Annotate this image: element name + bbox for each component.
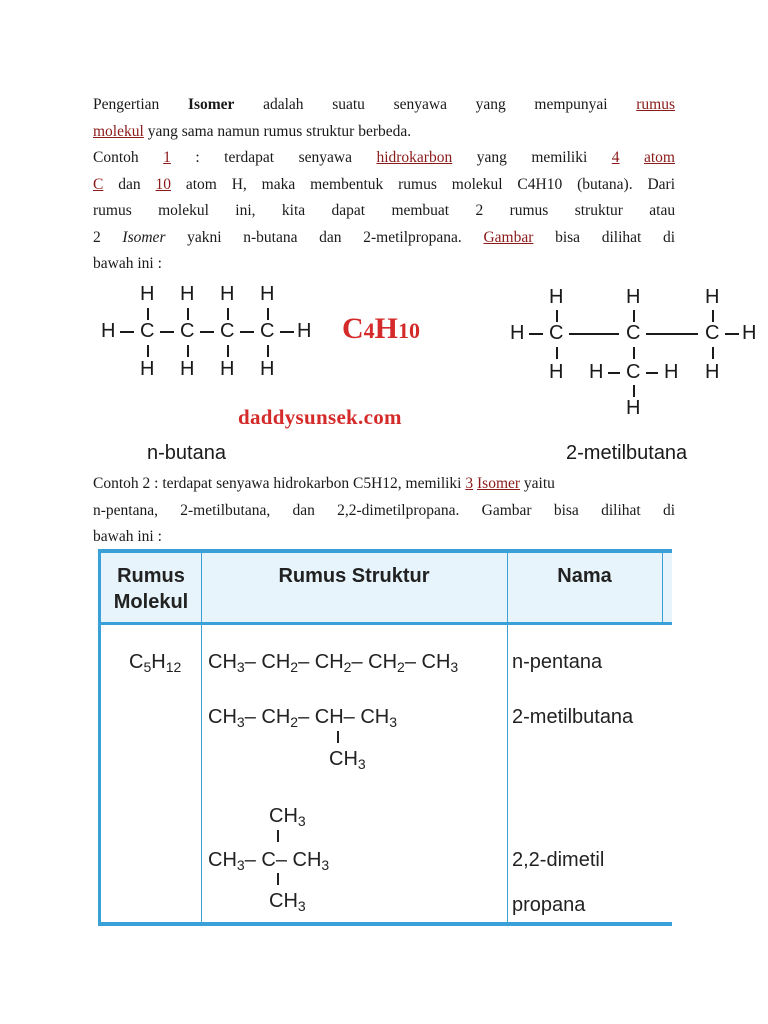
word: Contoh 2 : terdapat senyawa hidrokarbon C5H12, memiliki — [93, 475, 462, 492]
word: adalah — [263, 96, 304, 113]
bond — [529, 333, 543, 335]
column-divider — [507, 553, 508, 922]
word: 3 — [297, 813, 306, 829]
word: CH — [314, 706, 344, 728]
atom-h: H — [626, 286, 641, 308]
atom-h: H — [589, 361, 604, 383]
word: 5 — [143, 659, 152, 675]
word: bisa — [555, 228, 581, 246]
link-molekul[interactable]: molekul — [93, 122, 144, 140]
atom-c: C — [549, 322, 564, 344]
atom-h: H — [549, 286, 564, 308]
word: H — [151, 651, 166, 673]
word: yaitu — [523, 475, 555, 492]
word: CH — [368, 651, 398, 673]
word: CH — [314, 651, 344, 673]
atom-c: C — [260, 320, 275, 342]
atom-h: H — [260, 358, 275, 380]
bond — [712, 310, 714, 322]
word: CH — [421, 651, 451, 673]
word: CH — [208, 849, 237, 871]
formula-c5h12 — [129, 651, 181, 675]
word: dan — [292, 501, 315, 519]
header-rumus-molekul — [101, 563, 201, 615]
word: – — [404, 651, 416, 673]
name-2-metilbutana: 2-metilbutana — [512, 706, 634, 728]
intro-paragraph — [93, 92, 675, 145]
atom-c: C — [626, 361, 641, 383]
word: di — [662, 501, 676, 519]
column-divider — [662, 553, 663, 625]
word: Molekul — [113, 591, 189, 613]
word: CH — [208, 706, 237, 728]
atom-h: H — [705, 361, 720, 383]
word: CH — [261, 651, 291, 673]
word: 2 — [290, 659, 299, 675]
atom-h: H — [705, 286, 720, 308]
link-hidrokarbon[interactable]: hidrokarbon — [376, 149, 453, 166]
bond — [120, 331, 134, 333]
word: 3 — [236, 659, 245, 675]
word: – — [343, 706, 355, 728]
bond — [147, 308, 149, 320]
word: atau — [649, 202, 676, 219]
word: Rumus — [117, 565, 185, 587]
name-n-pentana: n-pentana — [512, 651, 603, 673]
word: CH — [208, 651, 237, 673]
methyl-branch — [329, 748, 366, 772]
structure-2-metilbutana — [208, 706, 397, 730]
atom-c: C — [705, 322, 720, 344]
word: – — [244, 849, 256, 871]
bond — [646, 333, 698, 335]
atom-h: H — [297, 320, 312, 342]
atom-h: H — [140, 358, 155, 380]
word: CH — [360, 706, 390, 728]
word: dan — [319, 228, 342, 246]
contoh1-line-4 — [93, 225, 675, 252]
word: 2-metilpropana. — [363, 228, 462, 246]
caption-n-butana: n-butana — [147, 442, 226, 464]
bond — [147, 345, 149, 357]
link-rumus[interactable]: rumus — [636, 96, 676, 113]
bond — [712, 347, 714, 359]
word: 3 — [236, 857, 245, 873]
word: 3 — [450, 659, 459, 675]
atom-h: H — [626, 397, 641, 419]
header-nama: Nama — [557, 565, 612, 587]
word: kita — [281, 202, 306, 219]
word: 2 — [475, 202, 484, 219]
bond — [608, 372, 620, 374]
bond — [267, 345, 269, 357]
word: – — [298, 651, 310, 673]
word: 3 — [297, 898, 306, 914]
isomer-italic: Isomer — [122, 228, 166, 246]
atom-h: H — [140, 283, 155, 305]
contoh2-line-1 — [93, 471, 675, 498]
atom-h: H — [664, 361, 679, 383]
word: 12 — [165, 659, 182, 675]
word: dan — [118, 175, 141, 193]
word: n-pentana, — [93, 501, 158, 519]
contoh2-line-3: bawah ini : — [93, 528, 162, 545]
word: terdapat — [224, 149, 275, 166]
name-propana: propana — [512, 894, 586, 916]
atom-c: C — [220, 320, 235, 342]
intro-line-1 — [93, 92, 675, 119]
contoh1-line-2 — [93, 172, 675, 199]
bond — [337, 731, 339, 743]
word: – — [275, 849, 287, 871]
word: membuat — [391, 202, 450, 219]
atom-h: H — [742, 322, 757, 344]
atom-h: H — [180, 358, 195, 380]
word: – — [351, 651, 363, 673]
link-3[interactable]: 3 — [465, 475, 474, 492]
atom-h: H — [101, 320, 116, 342]
bond — [646, 372, 658, 374]
word: 3 — [321, 857, 330, 873]
word: 3 — [236, 714, 245, 730]
word: : — [195, 149, 200, 166]
bond — [277, 873, 279, 885]
word: n-butana — [243, 228, 298, 246]
word: memiliki — [531, 149, 588, 166]
word: CH — [269, 890, 298, 912]
bond — [187, 308, 189, 320]
word: mempunyai — [534, 96, 608, 113]
word: 3 — [389, 714, 398, 730]
bond — [227, 308, 229, 320]
contoh1-line-5: bawah ini : — [93, 255, 162, 272]
link-4[interactable]: 4 — [611, 149, 620, 166]
atom-c: C — [180, 320, 195, 342]
word: dapat — [331, 202, 366, 219]
link-gambar[interactable]: Gambar — [483, 228, 534, 246]
word: 2 — [290, 714, 299, 730]
contoh1-line2-rest: atom H, maka membentuk rumus molekul C4H10 (butana). Dari — [185, 175, 676, 193]
word: senyawa — [298, 149, 352, 166]
isomer-term: Isomer — [187, 96, 235, 113]
word: ini, — [235, 202, 256, 219]
word: – — [244, 651, 256, 673]
word: CH — [292, 849, 322, 871]
methyl-top — [269, 805, 306, 829]
bond — [277, 830, 279, 842]
atom-h: H — [549, 361, 564, 383]
word: rumus — [509, 202, 549, 219]
word: senyawa — [393, 96, 447, 113]
word: CH — [329, 748, 358, 770]
word: yang — [475, 96, 506, 113]
link-1[interactable]: 1 — [163, 149, 171, 166]
bond — [569, 333, 619, 335]
header-rumus-struktur: Rumus Struktur — [278, 565, 430, 587]
word: dilihat — [601, 501, 641, 519]
word: 3 — [357, 756, 366, 772]
word: 2,2-dimetilpropana. — [337, 501, 460, 519]
caption-2-metilbutana: 2-metilbutana — [566, 442, 688, 464]
atom-h: H — [220, 358, 235, 380]
word: yakni — [187, 228, 222, 246]
isomer-table — [98, 549, 672, 926]
contoh1-line-3 — [93, 198, 675, 225]
contoh2-line-2 — [93, 498, 675, 525]
bond — [556, 347, 558, 359]
word: 2 — [93, 228, 101, 246]
column-divider — [201, 553, 202, 922]
bond — [280, 331, 294, 333]
word: rumus — [93, 202, 132, 219]
word: Contoh — [93, 149, 139, 166]
word: suatu — [332, 96, 365, 113]
word: – — [298, 706, 310, 728]
intro-rest: yang sama namun rumus struktur berbeda. — [147, 122, 412, 140]
structure-dimetilpropana — [208, 849, 329, 873]
word: C — [342, 312, 364, 345]
link-c[interactable]: C — [93, 175, 104, 193]
structure-n-pentana — [208, 651, 458, 675]
word: Gambar — [481, 501, 532, 519]
word: dilihat — [601, 228, 642, 246]
bond — [725, 333, 739, 335]
bond — [227, 345, 229, 357]
atom-h: H — [220, 283, 235, 305]
contoh1-line-1 — [93, 145, 675, 172]
word: molekul — [158, 202, 209, 219]
bond — [633, 347, 635, 359]
bond — [633, 310, 635, 322]
word: 4 — [363, 318, 375, 343]
word: 10 — [398, 318, 421, 343]
bond — [633, 385, 635, 397]
word: bisa — [553, 501, 579, 519]
watermark-text: daddysunsek.com — [238, 405, 402, 429]
word: struktur — [574, 202, 623, 219]
word: 2-metilbutana, — [180, 501, 271, 519]
intro-line-2 — [93, 119, 675, 146]
word: – — [244, 706, 256, 728]
word: C — [261, 849, 276, 871]
bond — [160, 331, 174, 333]
atom-h: H — [180, 283, 195, 305]
atom-c: C — [626, 322, 641, 344]
name-dimetil: 2,2-dimetil — [512, 849, 605, 871]
word: 2 — [343, 659, 352, 675]
word: yang — [476, 149, 507, 166]
word: di — [663, 228, 676, 246]
link-isomer[interactable]: Isomer — [477, 475, 521, 492]
bond — [267, 308, 269, 320]
atom-h: H — [510, 322, 525, 344]
word: CH — [269, 805, 298, 827]
word: CH — [261, 706, 291, 728]
link-10[interactable]: 10 — [155, 175, 171, 193]
bond — [240, 331, 254, 333]
bond — [556, 310, 558, 322]
atom-h: H — [260, 283, 275, 305]
bond — [200, 331, 214, 333]
bond — [187, 345, 189, 357]
contoh1-paragraph — [93, 145, 675, 278]
word: 2 — [397, 659, 405, 675]
word: H — [374, 312, 399, 345]
word: C — [129, 651, 144, 673]
link-atom[interactable]: atom — [644, 149, 675, 166]
contoh2-paragraph — [93, 471, 675, 551]
atom-c: C — [140, 320, 155, 342]
molecular-formula-c4h10 — [342, 312, 420, 346]
methyl-bottom — [269, 890, 306, 914]
word: Pengertian — [93, 96, 160, 113]
